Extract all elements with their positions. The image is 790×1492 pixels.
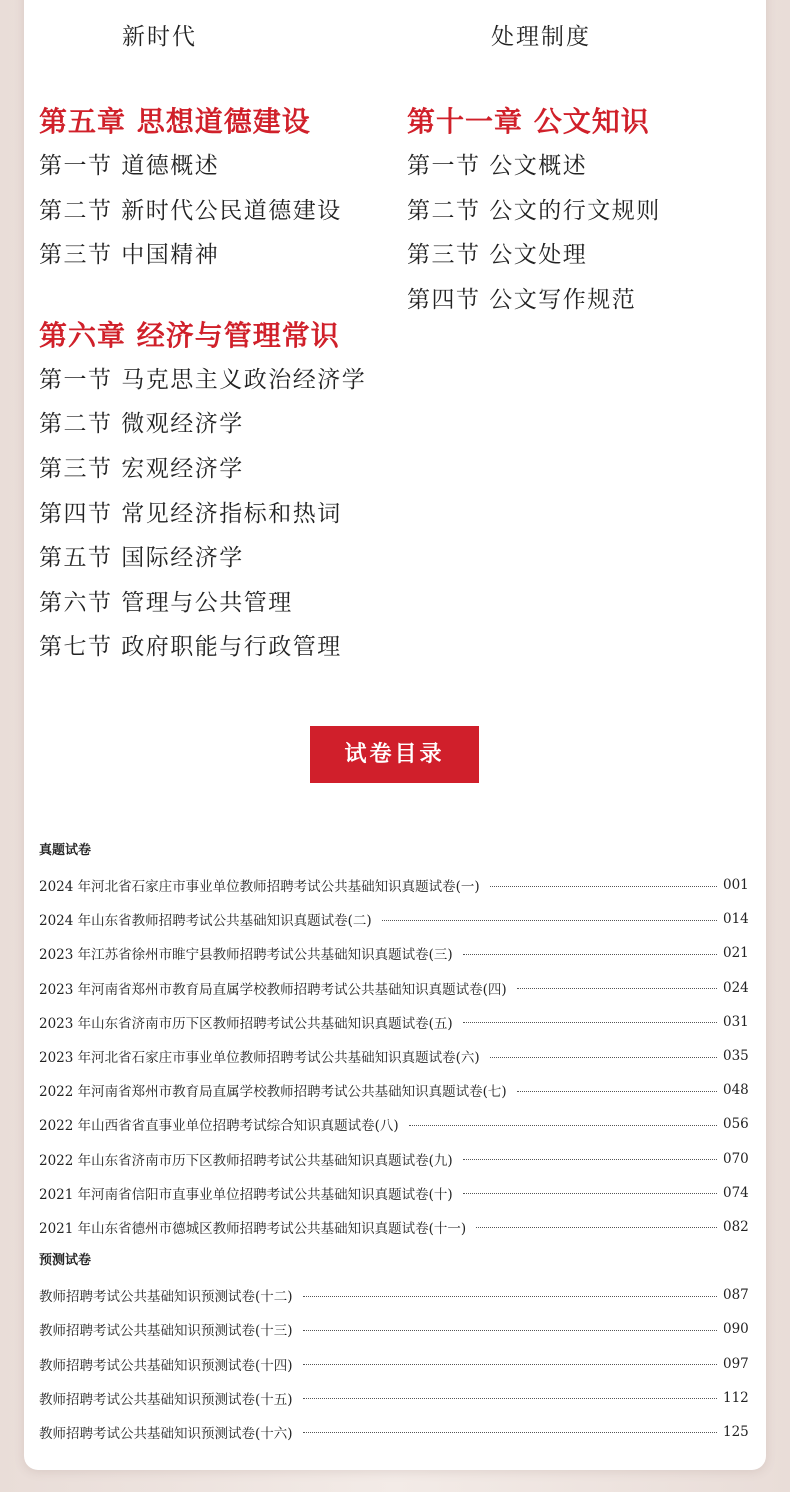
toc-entry-title: 教师招聘考试公共基础知识预测试卷(十三) [39, 1323, 293, 1340]
toc-entry [39, 1210, 747, 1244]
toc-entry [39, 1381, 747, 1415]
toc-entry-page: 056 [723, 1116, 749, 1133]
toc-entry-title: 2023 年山东省济南市历下区教师招聘考试公共基础知识真题试卷(五) [39, 1015, 453, 1032]
exam-table-of-contents [39, 834, 747, 1449]
dot-leader [409, 1125, 717, 1126]
continued-section-right: 处理制度 [491, 24, 591, 50]
dot-leader [476, 1227, 717, 1228]
toc-entry-page: 087 [723, 1287, 749, 1304]
toc-entry-title: 教师招聘考试公共基础知识预测试卷(十四) [39, 1357, 293, 1374]
dot-leader [303, 1432, 717, 1433]
toc-entry [39, 1278, 747, 1312]
toc-entry-title: 2022 年河南省郑州市教育局直属学校教师招聘考试公共基础知识真题试卷(七) [39, 1084, 507, 1101]
toc-entry [39, 1312, 747, 1346]
section-item: 第一节 马克思主义政治经济学 [39, 366, 367, 393]
chapter-heading: 第六章 经济与管理常识 [39, 318, 340, 352]
toc-entry-title: 2021 年河南省信阳市直事业单位招聘考试公共基础知识真题试卷(十) [39, 1186, 453, 1203]
real-exams-list [39, 868, 747, 1244]
chapter-heading: 第五章 思想道德建设 [39, 105, 311, 138]
section-item: 第七节 政府职能与行政管理 [39, 634, 342, 661]
dot-leader [303, 1364, 717, 1365]
section-item: 第二节 公文的行文规则 [407, 197, 661, 224]
dot-leader [463, 1022, 717, 1023]
toc-entry-page: 074 [723, 1184, 749, 1201]
toc-entry-page: 001 [723, 877, 749, 894]
dot-leader [463, 954, 717, 955]
toc-entry-title: 2024 年河北省石家庄市事业单位教师招聘考试公共基础知识真题试卷(一) [39, 879, 480, 896]
left-column [39, 100, 399, 670]
toc-entry [39, 971, 747, 1005]
section-item: 第四节 公文写作规范 [407, 286, 637, 313]
toc-entry-title: 2023 年河北省石家庄市事业单位教师招聘考试公共基础知识真题试卷(六) [39, 1050, 480, 1067]
section-item: 第三节 宏观经济学 [39, 455, 244, 482]
dot-leader [382, 920, 717, 921]
section-item: 第三节 中国精神 [39, 242, 220, 269]
toc-entry [39, 902, 747, 936]
chapter-heading: 第十一章 公文知识 [407, 105, 650, 138]
dot-leader [463, 1159, 717, 1160]
toc-entry [39, 1176, 747, 1210]
toc-entry [39, 1346, 747, 1380]
section-item: 第三节 公文处理 [407, 242, 588, 269]
toc-entry-page: 035 [723, 1048, 749, 1065]
toc-entry-page: 031 [723, 1013, 749, 1030]
toc-entry-page: 125 [723, 1423, 749, 1440]
section-item: 第六节 管理与公共管理 [39, 589, 293, 616]
toc-entry [39, 1005, 747, 1039]
dot-leader [303, 1330, 717, 1331]
dot-leader [517, 988, 717, 989]
toc-entry-title: 2022 年山西省省直事业单位招聘考试综合知识真题试卷(八) [39, 1118, 399, 1135]
section-item: 第二节 微观经济学 [39, 411, 244, 438]
dot-leader [303, 1398, 717, 1399]
continued-section-left: 新时代 [122, 24, 197, 50]
toc-entry-title: 教师招聘考试公共基础知识预测试卷(十五) [39, 1391, 293, 1408]
toc-entry-title: 2021 年山东省德州市德城区教师招聘考试公共基础知识真题试卷(十一) [39, 1220, 467, 1237]
toc-entry [39, 1107, 747, 1141]
toc-entry-title: 2024 年山东省教师招聘考试公共基础知识真题试卷(二) [39, 913, 372, 930]
toc-entry [39, 936, 747, 970]
dot-leader [490, 886, 717, 887]
section-item: 第二节 新时代公民道德建设 [39, 197, 342, 224]
toc-entry-page: 090 [723, 1321, 749, 1338]
toc-entry-title: 教师招聘考试公共基础知识预测试卷(十二) [39, 1289, 293, 1306]
toc-entry [39, 1073, 747, 1107]
toc-entry-title: 2023 年河南省郑州市教育局直属学校教师招聘考试公共基础知识真题试卷(四) [39, 981, 507, 998]
toc-entry-page: 024 [723, 979, 749, 996]
toc-entry-page: 070 [723, 1150, 749, 1167]
toc-entry-title: 2022 年山东省济南市历下区教师招聘考试公共基础知识真题试卷(九) [39, 1152, 453, 1169]
toc-entry-page: 082 [723, 1218, 749, 1235]
toc-entry-page: 014 [723, 911, 749, 928]
mock-exams-heading: 预测试卷 [39, 1253, 92, 1269]
exam-toc-banner: 试卷目录 [310, 726, 479, 783]
dot-leader [303, 1296, 717, 1297]
toc-entry [39, 1415, 747, 1449]
right-column [407, 100, 767, 322]
toc-entry-page: 021 [723, 945, 749, 962]
toc-entry-page: 048 [723, 1082, 749, 1099]
toc-entry [39, 1039, 747, 1073]
dot-leader [517, 1091, 717, 1092]
toc-entry-title: 2023 年江苏省徐州市睢宁县教师招聘考试公共基础知识真题试卷(三) [39, 947, 453, 964]
toc-entry-page: 112 [723, 1389, 749, 1406]
real-exams-heading: 真题试卷 [39, 843, 92, 858]
toc-entry-title: 教师招聘考试公共基础知识预测试卷(十六) [39, 1425, 293, 1442]
dot-leader [463, 1193, 717, 1194]
section-item: 第一节 道德概述 [39, 153, 220, 179]
toc-entry-page: 097 [723, 1355, 749, 1372]
section-item: 第四节 常见经济指标和热词 [39, 500, 342, 527]
toc-entry [39, 1142, 747, 1176]
dot-leader [490, 1057, 717, 1058]
section-item: 第五节 国际经济学 [39, 545, 244, 572]
mock-exams-list [39, 1278, 747, 1449]
section-item: 第一节 公文概述 [407, 153, 588, 179]
toc-entry [39, 868, 747, 902]
